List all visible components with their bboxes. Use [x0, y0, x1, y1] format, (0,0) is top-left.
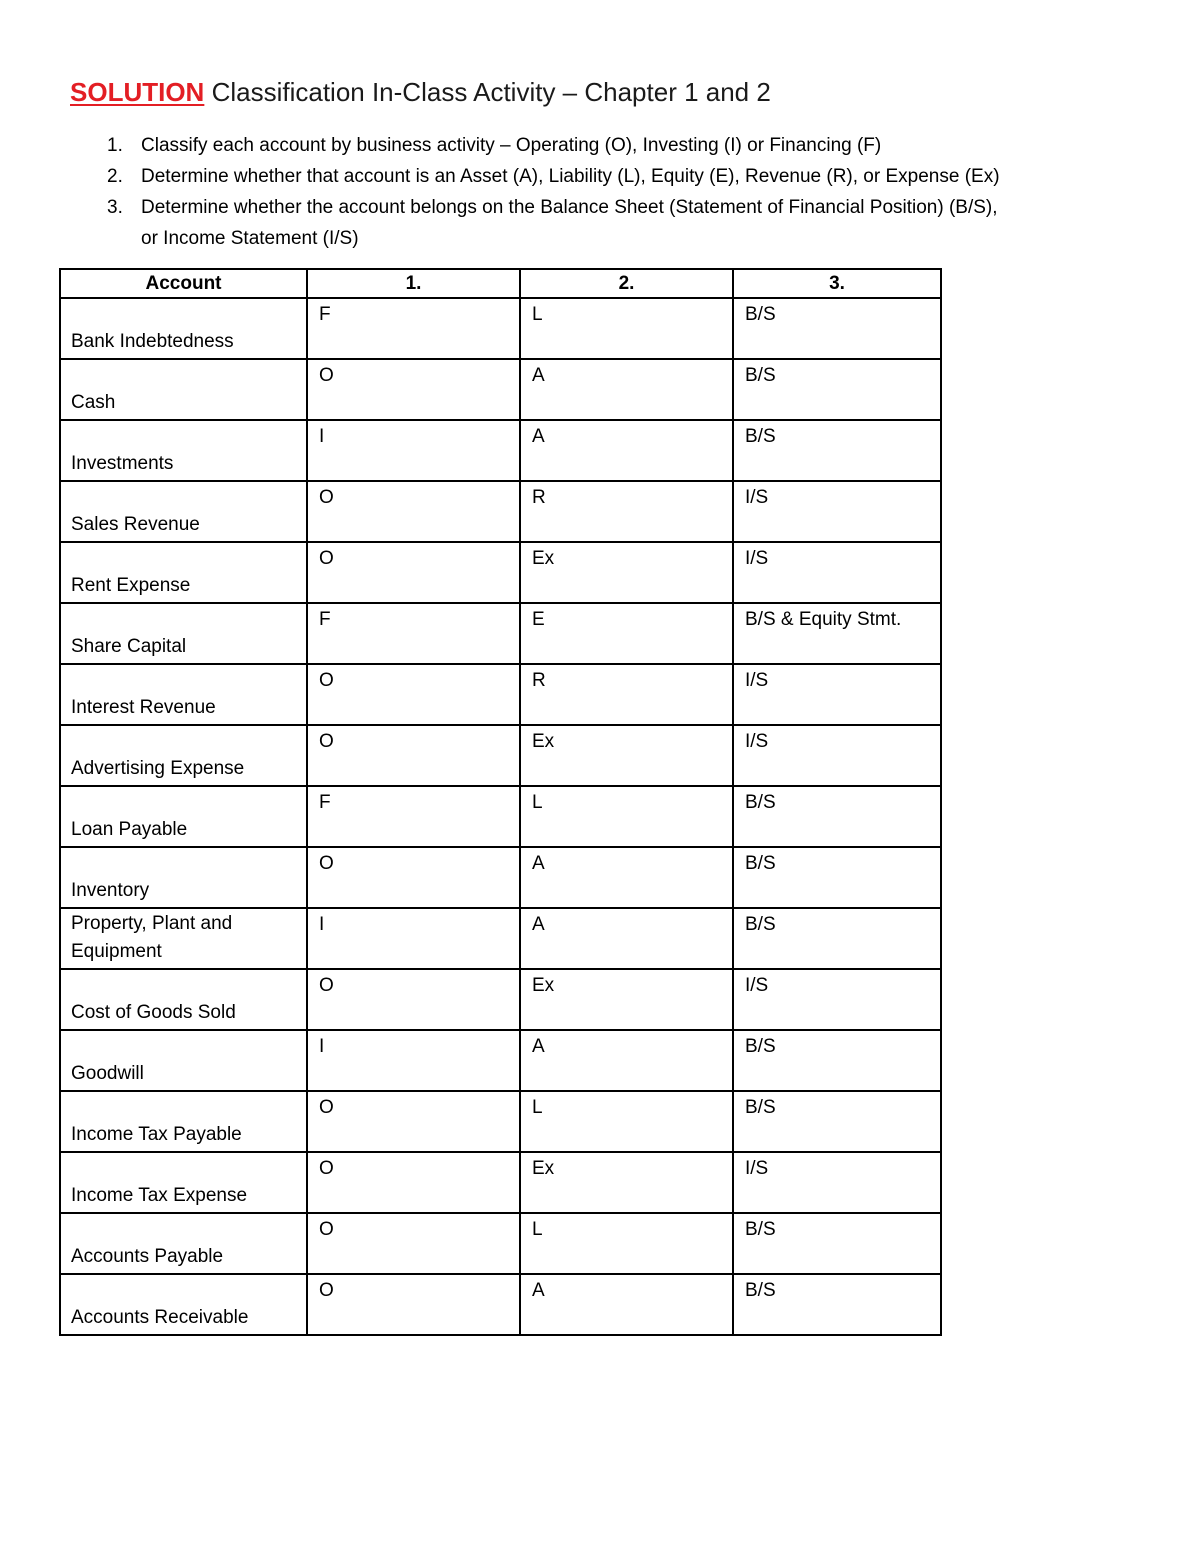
activity-cell: O: [307, 1274, 520, 1335]
activity-cell: O: [307, 664, 520, 725]
table-row: [60, 481, 941, 542]
activity-cell: O: [307, 969, 520, 1030]
statement-cell: B/S: [733, 298, 941, 359]
account-cell: Cash: [60, 359, 307, 420]
activity-cell: O: [307, 481, 520, 542]
statement-cell: B/S: [733, 359, 941, 420]
header-statement: 3.: [733, 269, 941, 298]
activity-cell: I: [307, 420, 520, 481]
instruction-text: Determine whether that account is an Asset (A), Liability (L), Equity (E), Revenue (R), or Expense (Ex): [141, 166, 1000, 187]
account-cell: Bank Indebtedness: [60, 298, 307, 359]
instruction-number: 1.: [107, 135, 123, 156]
activity-cell: O: [307, 359, 520, 420]
statement-cell: I/S: [733, 481, 941, 542]
type-cell: Ex: [520, 725, 733, 786]
type-cell: L: [520, 298, 733, 359]
statement-cell: B/S: [733, 1274, 941, 1335]
type-cell: A: [520, 847, 733, 908]
account-cell: Property, Plant and Equipment: [60, 908, 307, 969]
table-row: [60, 603, 941, 664]
statement-cell: I/S: [733, 1152, 941, 1213]
statement-cell: B/S: [733, 1091, 941, 1152]
activity-cell: F: [307, 298, 520, 359]
instruction-number: 2.: [107, 166, 123, 187]
account-cell: Goodwill: [60, 1030, 307, 1091]
header-type: 2.: [520, 269, 733, 298]
instruction-number: 3.: [107, 197, 123, 218]
type-cell: A: [520, 908, 733, 969]
activity-cell: O: [307, 1152, 520, 1213]
header-account: Account: [60, 269, 307, 298]
title-text: Classification In-Class Activity – Chapter 1 and 2: [204, 77, 771, 107]
statement-cell: B/S: [733, 1213, 941, 1274]
type-cell: R: [520, 481, 733, 542]
account-cell: Advertising Expense: [60, 725, 307, 786]
account-cell: Loan Payable: [60, 786, 307, 847]
type-cell: Ex: [520, 542, 733, 603]
table-row: [60, 298, 941, 359]
account-cell: Inventory: [60, 847, 307, 908]
statement-cell: I/S: [733, 725, 941, 786]
type-cell: L: [520, 1091, 733, 1152]
table-row: [60, 908, 941, 969]
account-cell: Cost of Goods Sold: [60, 969, 307, 1030]
table-row: [60, 1030, 941, 1091]
instruction-text: Determine whether the account belongs on the Balance Sheet (Statement of Financial Position) (B/S),: [141, 197, 998, 218]
table-row: [60, 1091, 941, 1152]
activity-cell: O: [307, 847, 520, 908]
account-cell: Interest Revenue: [60, 664, 307, 725]
instruction-item: [107, 130, 1127, 161]
account-cell: Investments: [60, 420, 307, 481]
type-cell: R: [520, 664, 733, 725]
activity-cell: I: [307, 908, 520, 969]
type-cell: A: [520, 420, 733, 481]
table-row: [60, 1213, 941, 1274]
instruction-item: [107, 192, 1127, 223]
account-cell: Share Capital: [60, 603, 307, 664]
instructions-list: [107, 130, 1127, 254]
table-row: [60, 359, 941, 420]
statement-cell: B/S & Equity Stmt.: [733, 603, 941, 664]
statement-cell: I/S: [733, 969, 941, 1030]
statement-cell: B/S: [733, 908, 941, 969]
type-cell: L: [520, 1213, 733, 1274]
table-row: [60, 847, 941, 908]
statement-cell: I/S: [733, 542, 941, 603]
statement-cell: B/S: [733, 786, 941, 847]
type-cell: E: [520, 603, 733, 664]
type-cell: A: [520, 359, 733, 420]
type-cell: A: [520, 1274, 733, 1335]
account-cell: Income Tax Expense: [60, 1152, 307, 1213]
statement-cell: B/S: [733, 847, 941, 908]
statement-cell: B/S: [733, 420, 941, 481]
activity-cell: O: [307, 1091, 520, 1152]
account-cell: Accounts Receivable: [60, 1274, 307, 1335]
instruction-text: Classify each account by business activity – Operating (O), Investing (I) or Financing (F): [141, 135, 882, 156]
type-cell: Ex: [520, 1152, 733, 1213]
instruction-text: or Income Statement (I/S): [141, 228, 359, 249]
page-title: [70, 76, 771, 108]
table-row: [60, 420, 941, 481]
statement-cell: I/S: [733, 664, 941, 725]
activity-cell: F: [307, 786, 520, 847]
table-header-row: [60, 269, 941, 298]
type-cell: L: [520, 786, 733, 847]
account-cell: Sales Revenue: [60, 481, 307, 542]
header-activity: 1.: [307, 269, 520, 298]
activity-cell: O: [307, 1213, 520, 1274]
table-row: [60, 1152, 941, 1213]
table-body: [60, 298, 941, 1335]
account-cell: Accounts Payable: [60, 1213, 307, 1274]
activity-cell: F: [307, 603, 520, 664]
activity-cell: I: [307, 1030, 520, 1091]
instruction-item-continued: [107, 223, 1127, 254]
table-row: [60, 786, 941, 847]
classification-table: [59, 268, 942, 1336]
table-row: [60, 969, 941, 1030]
account-cell: Rent Expense: [60, 542, 307, 603]
solution-label: SOLUTION: [70, 77, 205, 107]
activity-cell: O: [307, 725, 520, 786]
account-cell: Income Tax Payable: [60, 1091, 307, 1152]
type-cell: Ex: [520, 969, 733, 1030]
type-cell: A: [520, 1030, 733, 1091]
activity-cell: O: [307, 542, 520, 603]
table-row: [60, 725, 941, 786]
instruction-item: [107, 161, 1127, 192]
table-row: [60, 542, 941, 603]
table-row: [60, 664, 941, 725]
table-row: [60, 1274, 941, 1335]
statement-cell: B/S: [733, 1030, 941, 1091]
